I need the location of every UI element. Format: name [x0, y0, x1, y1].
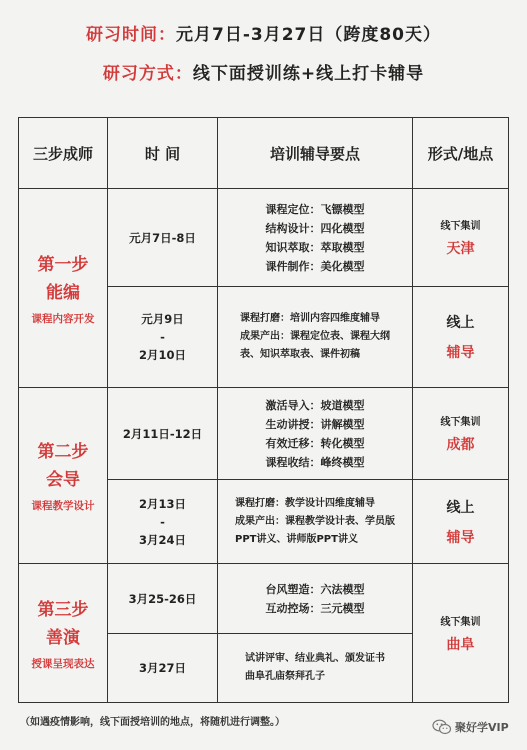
date-text: 3月24日	[138, 532, 186, 547]
point-item: 知识萃取：萃取模型	[265, 240, 365, 254]
point-item: 课程打磨：培训内容四维度辅导	[240, 313, 380, 324]
col-header-time: 时 间	[108, 118, 218, 189]
point-item: 课程收结：峰终模型	[265, 455, 365, 469]
date-text: 3月25-26日	[128, 591, 197, 606]
form-cell	[413, 287, 509, 388]
stage-subtitle: 授课呈现表达	[31, 657, 95, 670]
date-cell	[108, 189, 218, 287]
wechat-icon	[432, 719, 452, 735]
form-cell	[413, 564, 509, 703]
study-method-value: 线下面授训练+线上打卡辅导	[192, 64, 425, 84]
point-item: 课程定位：飞镖模型	[265, 202, 365, 216]
table-row	[19, 564, 509, 634]
date-text: 元月7日-8日	[129, 230, 196, 245]
point-item: 成果产出：课程教学设计表、学员版	[235, 515, 395, 527]
points-cell	[218, 388, 413, 480]
date-cell	[108, 634, 218, 703]
brand-watermark	[432, 719, 509, 735]
brand-name: 聚好学VIP	[455, 721, 509, 734]
stage-name-line2: 能编	[46, 282, 80, 303]
points-cell	[218, 480, 413, 564]
date-text: 元月9日	[141, 312, 184, 326]
stage-name-line2: 会导	[46, 470, 80, 490]
col-header-steps: 三步成师	[19, 118, 108, 189]
point-item: 课程打磨：教学设计四维度辅导	[235, 497, 375, 509]
point-item: 结构设计：四化模型	[265, 221, 365, 235]
date-text: 2月10日	[138, 348, 186, 362]
point-item: 课件制作：美化模型	[265, 259, 365, 273]
form-cell	[413, 189, 509, 287]
date-text: 2月11日-12日	[122, 426, 203, 441]
form-location: 成都	[446, 437, 475, 453]
date-cell	[108, 287, 218, 388]
date-dash: -	[160, 330, 165, 344]
stage-name-line1: 第一步	[37, 254, 89, 275]
col-header-form: 形式/地点	[413, 118, 509, 189]
point-item: 台风塑造：六法模型	[265, 582, 365, 596]
point-item: 互动控场：三元模型	[265, 601, 365, 615]
stage-cell	[19, 564, 108, 703]
point-item: 激活导入：坡道模型	[265, 398, 365, 412]
table-header-row	[19, 118, 509, 189]
date-text: 2月13日	[138, 496, 186, 511]
table-row	[19, 189, 509, 287]
points-cell	[218, 564, 413, 634]
study-time-line	[0, 20, 527, 45]
study-time-label: 研习时间：	[85, 25, 176, 45]
form-location: 天津	[446, 241, 475, 257]
stage-name-line2: 善演	[46, 627, 80, 648]
date-cell	[108, 480, 218, 564]
stage-subtitle: 课程内容开发	[31, 312, 95, 325]
point-item: 成果产出：课程定位表、课程大纲	[240, 331, 390, 342]
stage-subtitle: 课程教学设计	[31, 500, 95, 512]
study-method-label: 研习方式：	[102, 64, 193, 84]
form-type: 线下集训	[440, 616, 481, 628]
stage-name-line1: 第二步	[37, 442, 89, 462]
schedule-table	[18, 117, 509, 703]
study-time-value: 元月7日-3月27日（跨度80天）	[175, 25, 442, 45]
stage-cell	[19, 388, 108, 564]
stage-name-line1: 第三步	[37, 599, 89, 620]
point-item: PPT讲义、讲师版PPT讲义	[235, 533, 358, 545]
form-cell	[413, 480, 509, 564]
form-type: 线下集训	[440, 221, 481, 232]
form-location: 曲阜	[446, 636, 475, 653]
point-item: 表、知识萃取表、课件初稿	[240, 349, 360, 360]
point-item: 生动讲授：讲解模型	[265, 417, 365, 431]
form-cell	[413, 388, 509, 480]
table-row	[19, 388, 509, 480]
date-cell	[108, 388, 218, 480]
points-cell	[218, 287, 413, 388]
study-method-line	[0, 59, 527, 84]
form-type: 线上	[446, 499, 475, 516]
form-location: 辅导	[446, 345, 475, 361]
form-location: 辅导	[446, 529, 475, 546]
point-item: 曲阜孔庙祭拜孔子	[245, 671, 325, 682]
footer-note: （如遇疫情影响，线下面授培训的地点，将随机进行调整。）	[20, 717, 285, 728]
col-header-points: 培训辅导要点	[218, 118, 413, 189]
date-cell	[108, 564, 218, 634]
date-dash: -	[160, 514, 165, 529]
stage-cell	[19, 189, 108, 388]
date-text: 3月27日	[138, 661, 186, 675]
point-item: 有效迁移：转化模型	[265, 436, 365, 450]
point-item: 试讲评审、结业典礼、颁发证书	[245, 653, 385, 664]
points-cell	[218, 634, 413, 703]
form-type: 线下集训	[440, 417, 481, 428]
form-type: 线上	[446, 315, 475, 331]
points-cell	[218, 189, 413, 287]
